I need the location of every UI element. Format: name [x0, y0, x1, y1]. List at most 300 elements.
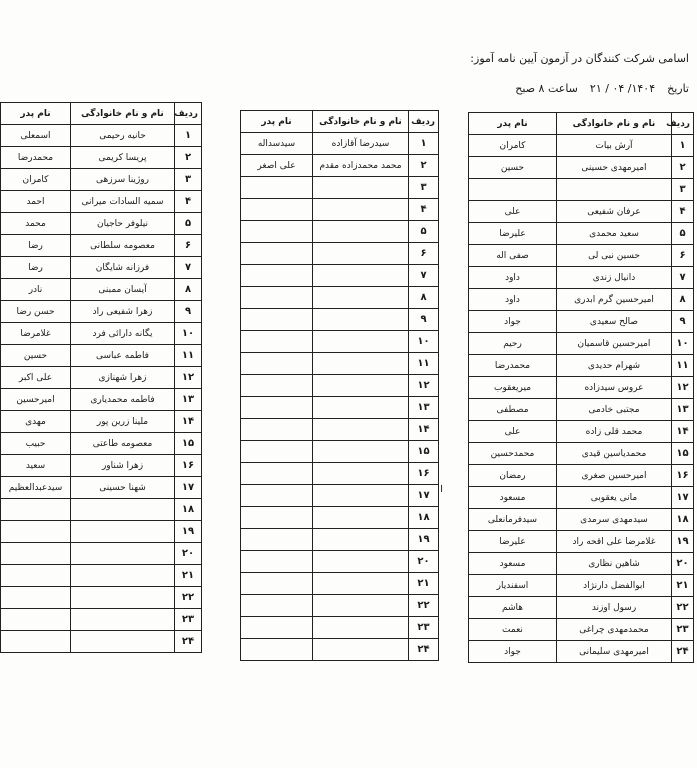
- father-name-cell: [241, 507, 313, 529]
- father-name-cell: علی اصغر: [241, 155, 313, 177]
- table-row: [241, 595, 439, 617]
- name-cell: آیسان ممبنی: [71, 279, 175, 301]
- table-row: [1, 389, 202, 411]
- father-name-cell: جواد: [469, 311, 557, 333]
- row-number-cell: ۷: [409, 265, 439, 287]
- father-name-cell: علی: [469, 201, 557, 223]
- name-cell: محمدیاسین قیدی: [557, 443, 672, 465]
- table-row: [469, 179, 694, 201]
- table-row: [469, 399, 694, 421]
- name-cell: محمد قلی زاده: [557, 421, 672, 443]
- row-number-cell: ۱۹: [175, 521, 202, 543]
- name-cell: محمد محمدزاده مقدم: [313, 155, 409, 177]
- table-row: [1, 345, 202, 367]
- father-name-cell: علیرضا: [469, 223, 557, 245]
- father-name-cell: [1, 565, 71, 587]
- father-name-cell: [241, 639, 313, 661]
- table-row: [1, 455, 202, 477]
- col-name-header: نام و نام خانوادگی: [313, 111, 409, 133]
- row-number-cell: ۲۴: [175, 631, 202, 653]
- table-row: [241, 177, 439, 199]
- name-cell: سیدمهدی سرمدی: [557, 509, 672, 531]
- name-cell: مجتبی خادمی: [557, 399, 672, 421]
- table-row: [1, 411, 202, 433]
- row-number-cell: ۲۱: [175, 565, 202, 587]
- row-number-cell: ۱۱: [409, 353, 439, 375]
- father-name-cell: [241, 463, 313, 485]
- col-row-header: ردیف: [672, 113, 694, 135]
- row-number-cell: ۶: [672, 245, 694, 267]
- name-cell: سیدرضا آقازاده: [313, 133, 409, 155]
- name-cell: [71, 631, 175, 653]
- row-number-cell: ۲۱: [672, 575, 694, 597]
- name-cell: فاطمه محمدیاری: [71, 389, 175, 411]
- name-cell: غلامرضا علی اقحه راد: [557, 531, 672, 553]
- name-cell: رسول اوزند: [557, 597, 672, 619]
- name-cell: [313, 375, 409, 397]
- name-cell: [313, 199, 409, 221]
- father-name-cell: [1, 543, 71, 565]
- father-name-cell: [241, 375, 313, 397]
- col-name-header: نام و نام خانوادگی: [71, 103, 175, 125]
- father-name-cell: [241, 529, 313, 551]
- father-name-cell: احمد: [1, 191, 71, 213]
- father-name-cell: مهدی: [1, 411, 71, 433]
- table-row: [1, 543, 202, 565]
- father-name-cell: داود: [469, 289, 557, 311]
- father-name-cell: [241, 419, 313, 441]
- col-father-header: نام پدر: [241, 111, 313, 133]
- father-name-cell: هاشم: [469, 597, 557, 619]
- row-number-cell: ۱۵: [672, 443, 694, 465]
- table-row: [1, 367, 202, 389]
- table-middle: [240, 110, 439, 661]
- father-name-cell: [241, 441, 313, 463]
- name-cell: [71, 543, 175, 565]
- name-cell: [313, 331, 409, 353]
- father-name-cell: [241, 485, 313, 507]
- name-cell: محمدمهدی چراغی: [557, 619, 672, 641]
- date-label: تاریخ: [667, 82, 689, 95]
- father-name-cell: نادر: [1, 279, 71, 301]
- table-row: [1, 147, 202, 169]
- name-cell: حسین نبی لی: [557, 245, 672, 267]
- table-row: [1, 609, 202, 631]
- table-row: [1, 521, 202, 543]
- father-name-cell: سیدسداله: [241, 133, 313, 155]
- father-name-cell: [241, 573, 313, 595]
- father-name-cell: [241, 617, 313, 639]
- table-row: [241, 441, 439, 463]
- row-number-cell: ۱۷: [175, 477, 202, 499]
- father-name-cell: اسفندیار: [469, 575, 557, 597]
- name-cell: [71, 521, 175, 543]
- name-cell: زهرا شهنازی: [71, 367, 175, 389]
- table-row: [241, 309, 439, 331]
- table-row: [241, 199, 439, 221]
- father-name-cell: [241, 353, 313, 375]
- father-name-cell: رضا: [1, 235, 71, 257]
- father-name-cell: [1, 499, 71, 521]
- row-number-cell: ۱۳: [175, 389, 202, 411]
- row-number-cell: ۱۲: [409, 375, 439, 397]
- table-row: [1, 631, 202, 653]
- father-name-cell: محمدرضا: [469, 355, 557, 377]
- table-row: [469, 421, 694, 443]
- table-row: [469, 641, 694, 663]
- row-number-cell: ۱۶: [409, 463, 439, 485]
- row-number-cell: ۲: [175, 147, 202, 169]
- table-row: [1, 279, 202, 301]
- row-number-cell: ۱۷: [672, 487, 694, 509]
- name-cell: ابوالفضل دارنژاد: [557, 575, 672, 597]
- table-row: [1, 191, 202, 213]
- row-number-cell: ۳: [409, 177, 439, 199]
- father-name-cell: رمضان: [469, 465, 557, 487]
- row-number-cell: ۲۴: [672, 641, 694, 663]
- table-row: [1, 169, 202, 191]
- name-cell: [313, 463, 409, 485]
- father-name-cell: کامران: [469, 135, 557, 157]
- name-cell: ملینا زرین پور: [71, 411, 175, 433]
- father-name-cell: داود: [469, 267, 557, 289]
- table-row: [241, 287, 439, 309]
- father-name-cell: [1, 609, 71, 631]
- row-number-cell: ۲۳: [175, 609, 202, 631]
- father-name-cell: [241, 331, 313, 353]
- row-number-cell: ۱۶: [175, 455, 202, 477]
- name-cell: روژینا سرزهی: [71, 169, 175, 191]
- father-name-cell: اسمعلی: [1, 125, 71, 147]
- row-number-cell: ۲۲: [409, 595, 439, 617]
- table-row: [469, 311, 694, 333]
- name-cell: امیرحسین قاسمیان: [557, 333, 672, 355]
- table-row: [469, 531, 694, 553]
- name-cell: سمیه السادات میرانی: [71, 191, 175, 213]
- row-number-cell: ۳: [175, 169, 202, 191]
- table-row: [241, 243, 439, 265]
- row-number-cell: ۲۳: [409, 617, 439, 639]
- row-number-cell: ۶: [409, 243, 439, 265]
- row-number-cell: ۱۸: [409, 507, 439, 529]
- row-number-cell: ۶: [175, 235, 202, 257]
- table-row: [241, 419, 439, 441]
- row-number-cell: ۱: [672, 135, 694, 157]
- table-row: [241, 551, 439, 573]
- row-number-cell: ۱۵: [175, 433, 202, 455]
- name-cell: [313, 485, 409, 507]
- father-name-cell: [241, 265, 313, 287]
- name-cell: معصومه سلطانی: [71, 235, 175, 257]
- father-name-cell: کامران: [1, 169, 71, 191]
- father-name-cell: مصطفی: [469, 399, 557, 421]
- father-name-cell: [1, 631, 71, 653]
- table-row: [1, 257, 202, 279]
- name-cell: امیرمهدی حسینی: [557, 157, 672, 179]
- name-cell: صالح سعیدی: [557, 311, 672, 333]
- row-number-cell: ۲۴: [409, 639, 439, 661]
- father-name-cell: حسن رضا: [1, 301, 71, 323]
- row-number-cell: ۱۳: [409, 397, 439, 419]
- name-cell: [313, 419, 409, 441]
- name-cell: [71, 609, 175, 631]
- father-name-cell: محمدحسین: [469, 443, 557, 465]
- name-cell: [313, 243, 409, 265]
- row-number-cell: ۱۹: [672, 531, 694, 553]
- document-title: اسامی شرکت کنندگان در آزمون آیین نامه آموز:: [470, 52, 689, 65]
- row-number-cell: ۲۰: [672, 553, 694, 575]
- name-cell: عرفان شفیعی: [557, 201, 672, 223]
- table-row: [241, 639, 439, 661]
- name-cell: نیلوفر حاجیان: [71, 213, 175, 235]
- table-row: [1, 323, 202, 345]
- row-number-cell: ۱: [409, 133, 439, 155]
- table-row: [1, 477, 202, 499]
- table-row: [469, 201, 694, 223]
- father-name-cell: علی اکبر: [1, 367, 71, 389]
- col-name-header: نام و نام خانوادگی: [557, 113, 672, 135]
- table-row: [469, 509, 694, 531]
- table-row: [469, 575, 694, 597]
- row-number-cell: ۱۸: [175, 499, 202, 521]
- row-number-cell: ۱۴: [175, 411, 202, 433]
- father-name-cell: [241, 309, 313, 331]
- father-name-cell: امیرحسین: [1, 389, 71, 411]
- row-number-cell: ۱: [175, 125, 202, 147]
- name-cell: [71, 499, 175, 521]
- father-name-cell: رحیم: [469, 333, 557, 355]
- table-row: [469, 157, 694, 179]
- row-number-cell: ۱۵: [409, 441, 439, 463]
- table-row: [1, 587, 202, 609]
- name-cell: [313, 595, 409, 617]
- row-number-cell: ۱۳: [672, 399, 694, 421]
- col-row-header: ردیف: [175, 103, 202, 125]
- row-number-cell: ۹: [409, 309, 439, 331]
- name-cell: دانیال زندی: [557, 267, 672, 289]
- row-number-cell: ۱۸: [672, 509, 694, 531]
- name-cell: [313, 177, 409, 199]
- name-cell: آرش بیات: [557, 135, 672, 157]
- row-number-cell: ۱۱: [175, 345, 202, 367]
- row-number-cell: ۲۳: [672, 619, 694, 641]
- table-row: [469, 355, 694, 377]
- name-cell: [313, 573, 409, 595]
- father-name-cell: [241, 397, 313, 419]
- date-value: ۱۴۰۴/ ۰۴ / ۲۱: [589, 82, 656, 95]
- row-number-cell: ۲: [409, 155, 439, 177]
- row-number-cell: ۱۲: [672, 377, 694, 399]
- name-cell: امیرمهدی سلیمانی: [557, 641, 672, 663]
- table-row: [241, 221, 439, 243]
- row-number-cell: ۵: [175, 213, 202, 235]
- table-row: [241, 617, 439, 639]
- row-number-cell: ۸: [409, 287, 439, 309]
- row-number-cell: ۸: [175, 279, 202, 301]
- table-row: [469, 377, 694, 399]
- father-name-cell: [241, 177, 313, 199]
- table-left: [0, 102, 202, 653]
- name-cell: [313, 353, 409, 375]
- row-number-cell: ۲۰: [175, 543, 202, 565]
- table-row: [241, 155, 439, 177]
- col-father-header: نام پدر: [1, 103, 71, 125]
- name-cell: [313, 221, 409, 243]
- row-number-cell: ۲۱: [409, 573, 439, 595]
- row-number-cell: ۱۰: [672, 333, 694, 355]
- row-number-cell: ۸: [672, 289, 694, 311]
- row-number-cell: ۱۴: [409, 419, 439, 441]
- name-cell: امیرحسین صغری: [557, 465, 672, 487]
- table-row: [469, 289, 694, 311]
- father-name-cell: سیدفرمانعلی: [469, 509, 557, 531]
- table-row: [241, 353, 439, 375]
- father-name-cell: مسعود: [469, 553, 557, 575]
- table-row: [241, 463, 439, 485]
- table-row: [469, 223, 694, 245]
- row-number-cell: ۷: [672, 267, 694, 289]
- name-cell: [313, 309, 409, 331]
- name-cell: فرزانه شایگان: [71, 257, 175, 279]
- name-cell: زهرا شناور: [71, 455, 175, 477]
- father-name-cell: [241, 199, 313, 221]
- father-name-cell: محمد: [1, 213, 71, 235]
- row-number-cell: ۱۹: [409, 529, 439, 551]
- row-number-cell: ۹: [672, 311, 694, 333]
- name-cell: معصومه طاعتی: [71, 433, 175, 455]
- table-row: [241, 573, 439, 595]
- name-cell: [313, 617, 409, 639]
- row-number-cell: ۵: [409, 221, 439, 243]
- father-name-cell: [241, 287, 313, 309]
- row-number-cell: ۱۲: [175, 367, 202, 389]
- table-row: [1, 565, 202, 587]
- row-number-cell: ۲۰: [409, 551, 439, 573]
- name-cell: سعید محمدی: [557, 223, 672, 245]
- table-right: [468, 112, 694, 663]
- father-name-cell: [241, 551, 313, 573]
- father-name-cell: سیدعبدالعظیم: [1, 477, 71, 499]
- father-name-cell: غلامرضا: [1, 323, 71, 345]
- row-number-cell: ۹: [175, 301, 202, 323]
- row-number-cell: ۱۰: [175, 323, 202, 345]
- name-cell: [71, 587, 175, 609]
- table-row: [1, 499, 202, 521]
- row-number-cell: ۴: [409, 199, 439, 221]
- name-cell: [313, 639, 409, 661]
- father-name-cell: مسعود: [469, 487, 557, 509]
- table-row: [241, 529, 439, 551]
- table-row: [469, 619, 694, 641]
- name-cell: [313, 529, 409, 551]
- table-row: [1, 301, 202, 323]
- row-number-cell: ۱۶: [672, 465, 694, 487]
- table-row: [469, 465, 694, 487]
- table-row: [469, 135, 694, 157]
- father-name-cell: نعمت: [469, 619, 557, 641]
- name-cell: زهرا شفیعی راد: [71, 301, 175, 323]
- father-name-cell: صفی اله: [469, 245, 557, 267]
- table-row: [241, 375, 439, 397]
- father-name-cell: [469, 179, 557, 201]
- name-cell: فاطمه عباسی: [71, 345, 175, 367]
- col-father-header: نام پدر: [469, 113, 557, 135]
- table-row: [1, 125, 202, 147]
- name-cell: پریسا کریمی: [71, 147, 175, 169]
- name-cell: [313, 265, 409, 287]
- date-time-line: [515, 82, 689, 95]
- row-number-cell: ۳: [672, 179, 694, 201]
- table-row: [241, 397, 439, 419]
- father-name-cell: [241, 221, 313, 243]
- row-number-cell: ۱۴: [672, 421, 694, 443]
- row-number-cell: ۲۲: [175, 587, 202, 609]
- col-row-header: ردیف: [409, 111, 439, 133]
- table-row: [241, 507, 439, 529]
- row-number-cell: ۴: [672, 201, 694, 223]
- row-number-cell: ۷: [175, 257, 202, 279]
- father-name-cell: [241, 243, 313, 265]
- table-row: [469, 245, 694, 267]
- row-number-cell: ۱۱: [672, 355, 694, 377]
- name-cell: مانی یعقوبی: [557, 487, 672, 509]
- father-name-cell: حسین: [469, 157, 557, 179]
- row-number-cell: ۲: [672, 157, 694, 179]
- name-cell: عروس سیدزاده: [557, 377, 672, 399]
- father-name-cell: رضا: [1, 257, 71, 279]
- name-cell: [313, 287, 409, 309]
- margin-tick-mark: ╷: [438, 478, 446, 492]
- table-row: [469, 487, 694, 509]
- name-cell: [313, 551, 409, 573]
- father-name-cell: علی: [469, 421, 557, 443]
- row-number-cell: ۲۲: [672, 597, 694, 619]
- row-number-cell: ۵: [672, 223, 694, 245]
- table-row: [469, 333, 694, 355]
- row-number-cell: ۴: [175, 191, 202, 213]
- name-cell: شاهین نظاری: [557, 553, 672, 575]
- father-name-cell: حسین: [1, 345, 71, 367]
- table-row: [469, 443, 694, 465]
- row-number-cell: ۱۷: [409, 485, 439, 507]
- name-cell: شهنا حسینی: [71, 477, 175, 499]
- name-cell: شهرام حدیدی: [557, 355, 672, 377]
- father-name-cell: [1, 587, 71, 609]
- table-row: [469, 597, 694, 619]
- name-cell: حانیه رحیمی: [71, 125, 175, 147]
- father-name-cell: میریعقوب: [469, 377, 557, 399]
- time-label: ساعت ۸ صبح: [515, 82, 578, 95]
- father-name-cell: علیرضا: [469, 531, 557, 553]
- table-row: [1, 433, 202, 455]
- table-row: [1, 235, 202, 257]
- name-cell: [71, 565, 175, 587]
- table-row: [241, 265, 439, 287]
- row-number-cell: ۱۰: [409, 331, 439, 353]
- father-name-cell: [1, 521, 71, 543]
- name-cell: [313, 397, 409, 419]
- table-row: [469, 553, 694, 575]
- name-cell: [313, 441, 409, 463]
- table-row: [241, 331, 439, 353]
- table-row: [241, 485, 439, 507]
- name-cell: [557, 179, 672, 201]
- father-name-cell: حبیب: [1, 433, 71, 455]
- father-name-cell: [241, 595, 313, 617]
- table-row: [241, 133, 439, 155]
- name-cell: امیرحسین گرم ابدری: [557, 289, 672, 311]
- name-cell: [313, 507, 409, 529]
